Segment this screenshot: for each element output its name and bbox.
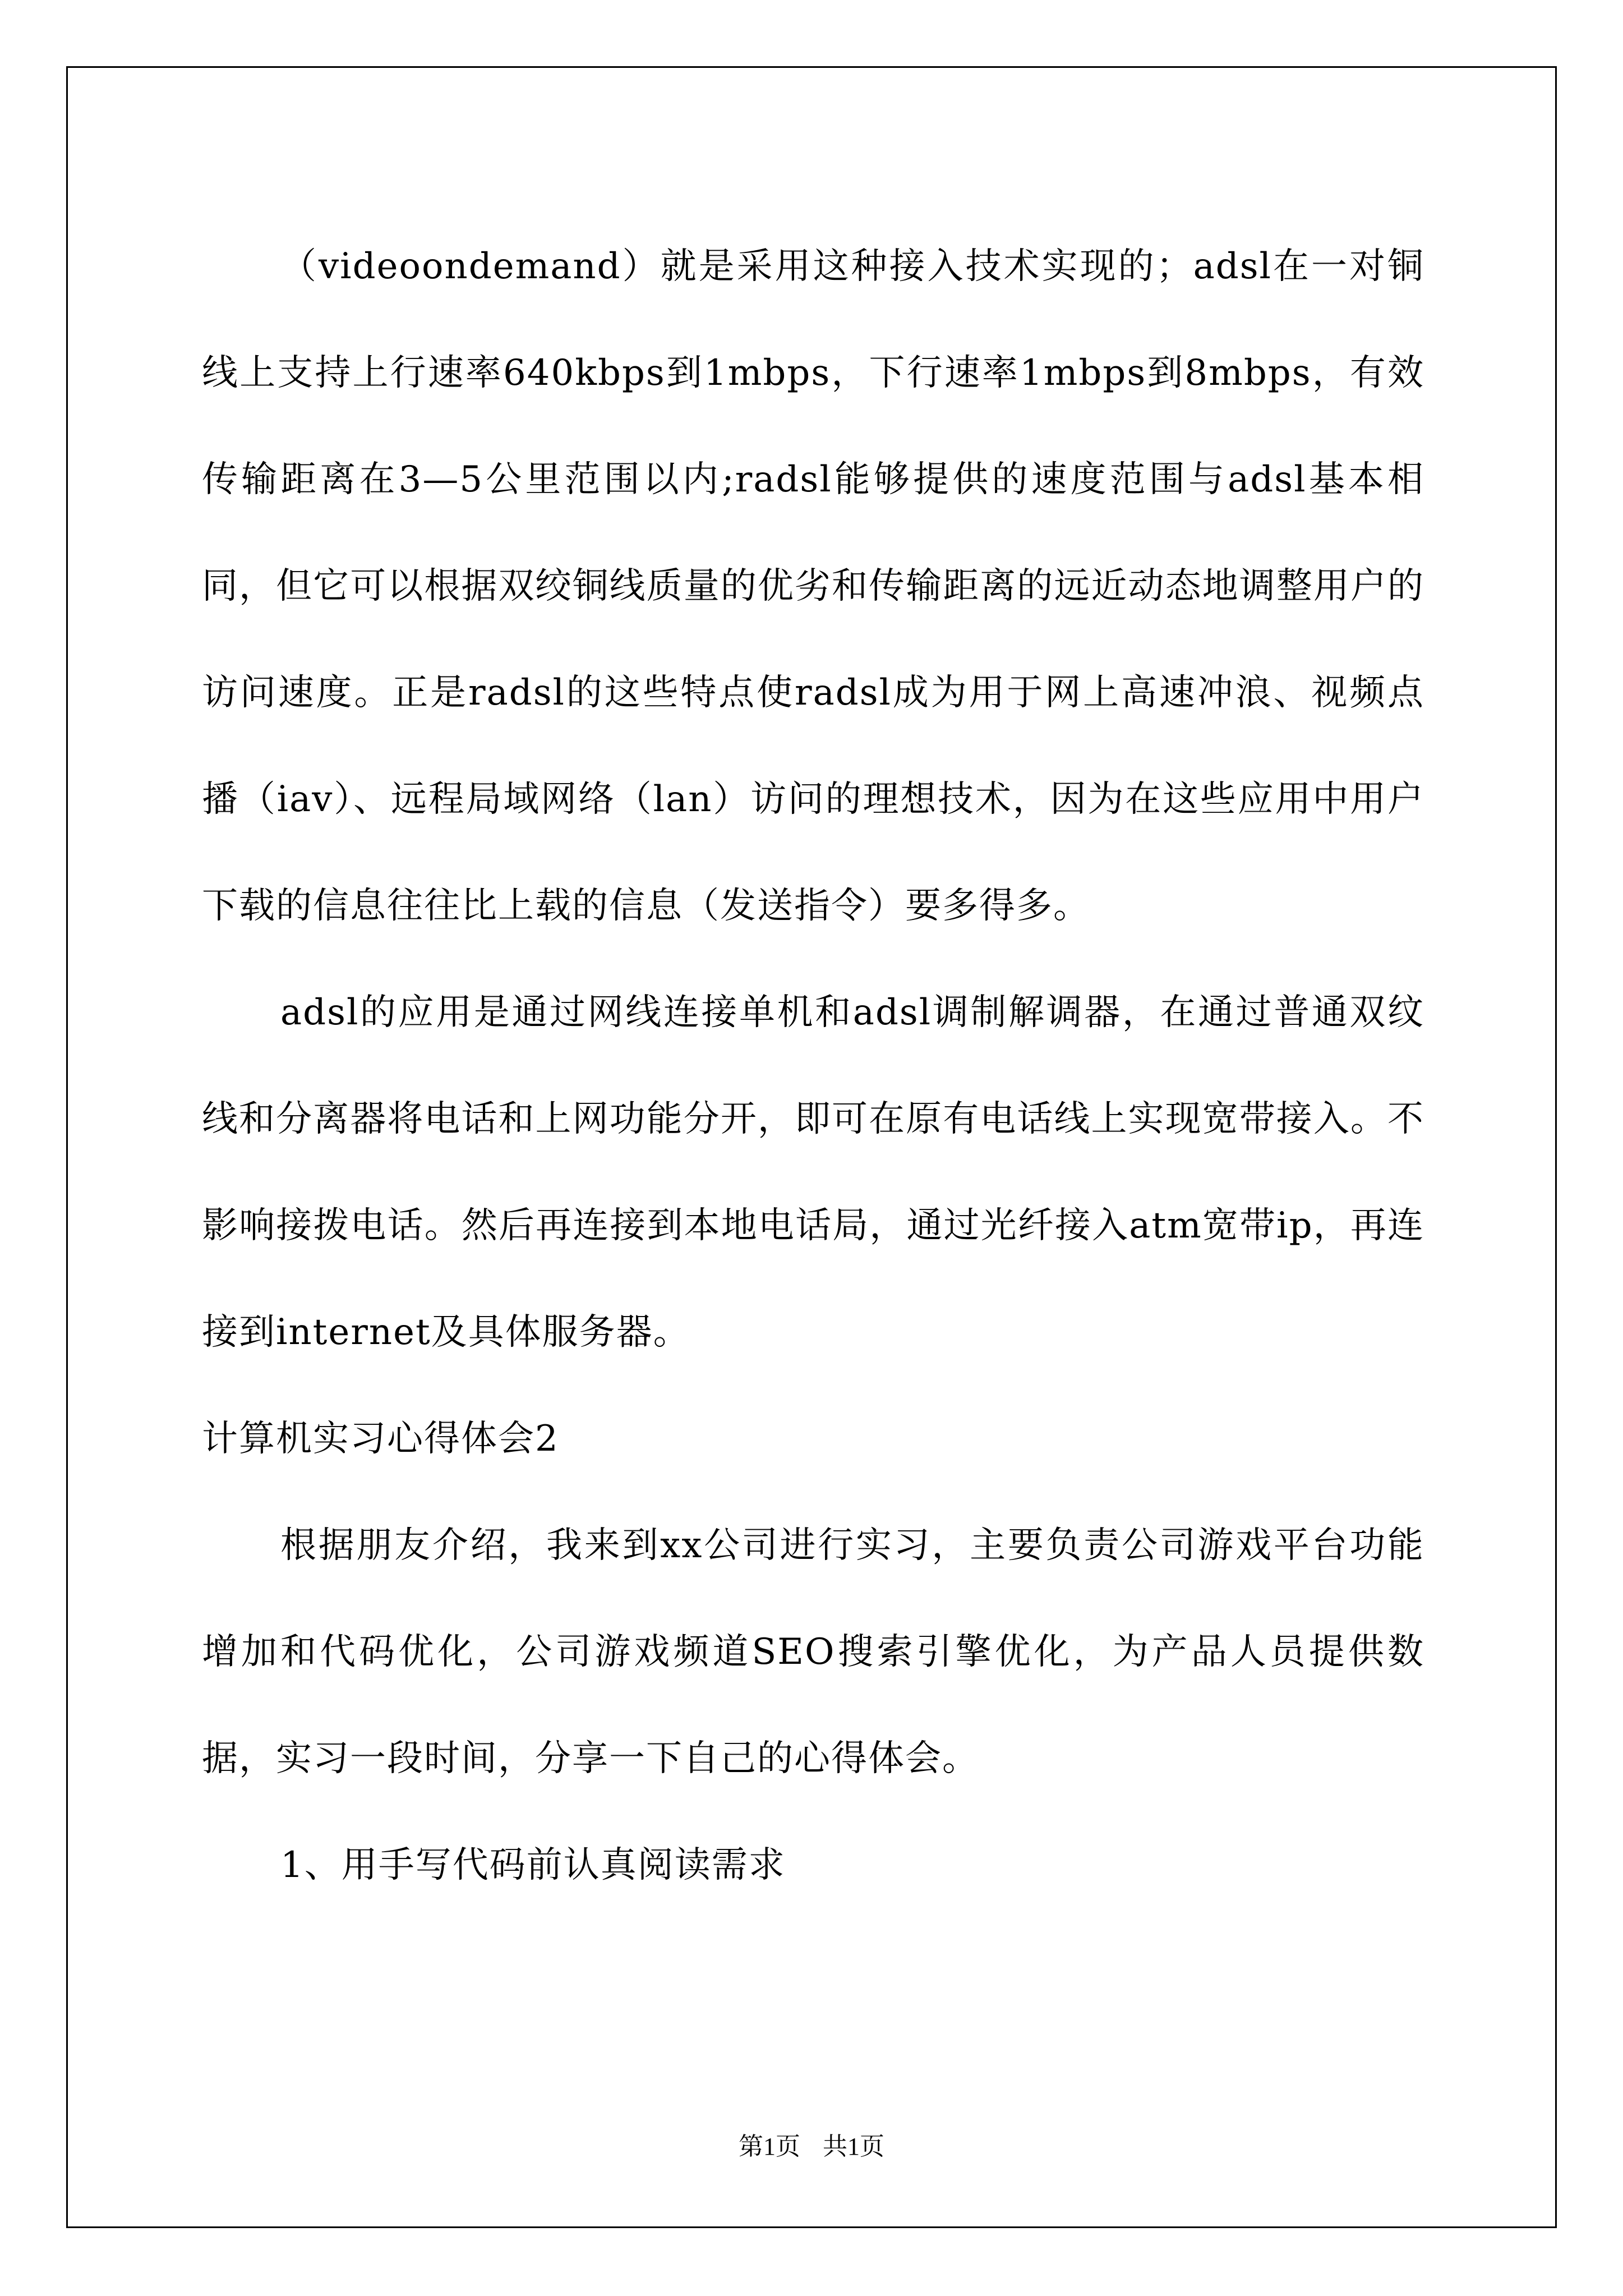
page-total: 共1页 xyxy=(823,2133,884,2160)
page-footer xyxy=(0,2126,1623,2162)
section-title: 计算机实习心得体会2 xyxy=(202,1418,559,1460)
document-body xyxy=(202,213,1424,1918)
page-number: 第1页 xyxy=(739,2133,800,2160)
paragraph: adsl的应用是通过网线连接单机和adsl调制解调器，在通过普通双纹线和分离器将电话和上网功能分开，即可在原有电话线上实现宽带接入。不影响接拨电话。然后再连接到本地电话局，通过光纤接入atm宽带ip，再连接到internet及具体服务器。 xyxy=(202,992,1424,1353)
paragraph: 1、用手写代码前认真阅读需求 xyxy=(280,1844,786,1886)
paragraph: （videoondemand）就是采用这种接入技术实现的；adsl在一对铜线上支持上行速率640kbps到1mbps，下行速率1mbps到8mbps，有效传输距离在3—5公里范围以内;radsl能够提供的速度范围与adsl基本相同，但它可以根据双绞铜线质量的优劣和传输距离的远近动态地调整用户的访问速度。正是radsl的这些特点使radsl成为用于网上高速冲浪、视频点播（iav）、远程局域网络（lan）访问的理想技术，因为在这些应用中用户下载的信息往往比上载的信息（发送指令）要多得多。 xyxy=(202,246,1424,927)
paragraph: 根据朋友介绍，我来到xx公司进行实习，主要负责公司游戏平台功能增加和代码优化，公司游戏频道SEO搜索引擎优化，为产品人员提供数据，实习一段时间，分享一下自己的心得体会。 xyxy=(202,1525,1424,1779)
